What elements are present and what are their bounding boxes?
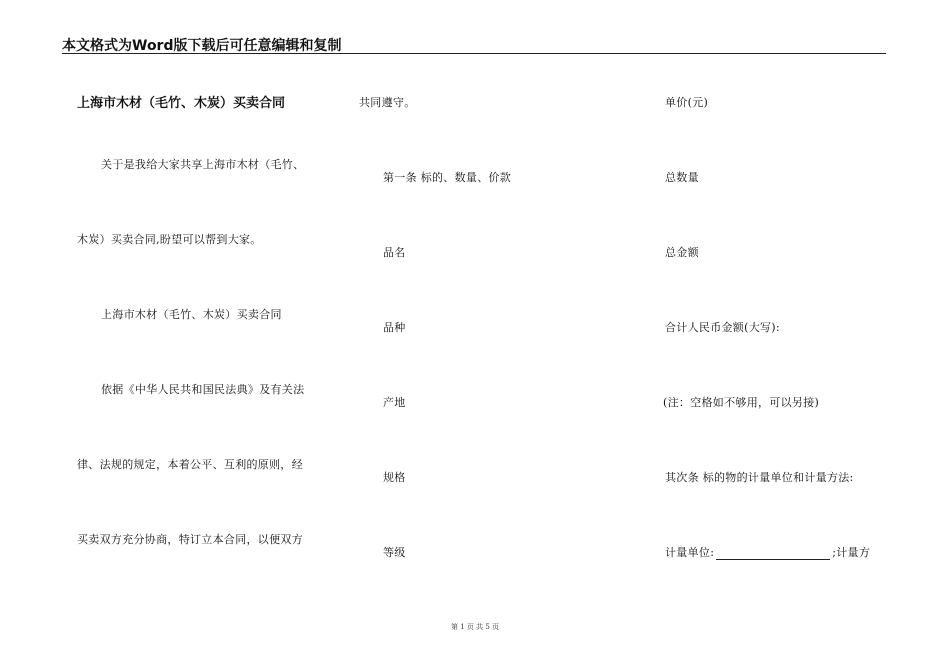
document-title: 上海市木材（毛竹、木炭）买卖合同 (77, 96, 286, 111)
document-header: 本文格式为Word版下载后可任意编辑和复制 (62, 38, 342, 54)
paragraph-line-1: 依据《中华人民共和国民法典》及有关法 (101, 383, 305, 396)
intro-line-2: 木炭）买卖合同,盼望可以帮到大家。 (77, 233, 262, 246)
measurement-unit-line (665, 544, 870, 560)
field-unit-price: 单价(元) (665, 96, 709, 109)
field-total-rmb-words: 合计人民币金额(大写): (665, 321, 780, 334)
field-specification: 规格 (383, 471, 406, 484)
article-1-heading: 第一条 标的、数量、价款 (383, 171, 512, 184)
measurement-unit-label: 计量单位: (665, 546, 715, 559)
paragraph-line-3: 买卖双方充分协商，特订立本合同，以便双方 (77, 533, 303, 546)
table-note: (注：空格如不够用，可以另接) (663, 396, 820, 409)
field-grade: 等级 (383, 546, 406, 559)
page-number: 第 1 页 共 5 页 (450, 623, 500, 631)
field-product-name: 品名 (383, 246, 406, 259)
field-total-amount: 总金额 (665, 246, 699, 259)
contract-subtitle: 上海市木材（毛竹、木炭）买卖合同 (101, 308, 282, 321)
intro-line-1: 关于是我给大家共享上海市木材（毛竹、 (101, 158, 305, 171)
field-origin: 产地 (383, 396, 406, 409)
header-rule (62, 53, 886, 54)
paragraph-line-4: 共同遵守。 (359, 96, 416, 109)
field-variety: 品种 (383, 321, 406, 334)
paragraph-line-2: 律、法规的规定，本着公平、互利的原则，经 (77, 458, 303, 471)
field-total-quantity: 总数量 (665, 171, 699, 184)
article-2-heading: 其次条 标的物的计量单位和计量方法: (665, 471, 854, 484)
measurement-method-label: ;计量方 (832, 546, 871, 559)
measurement-unit-blank (716, 547, 830, 560)
